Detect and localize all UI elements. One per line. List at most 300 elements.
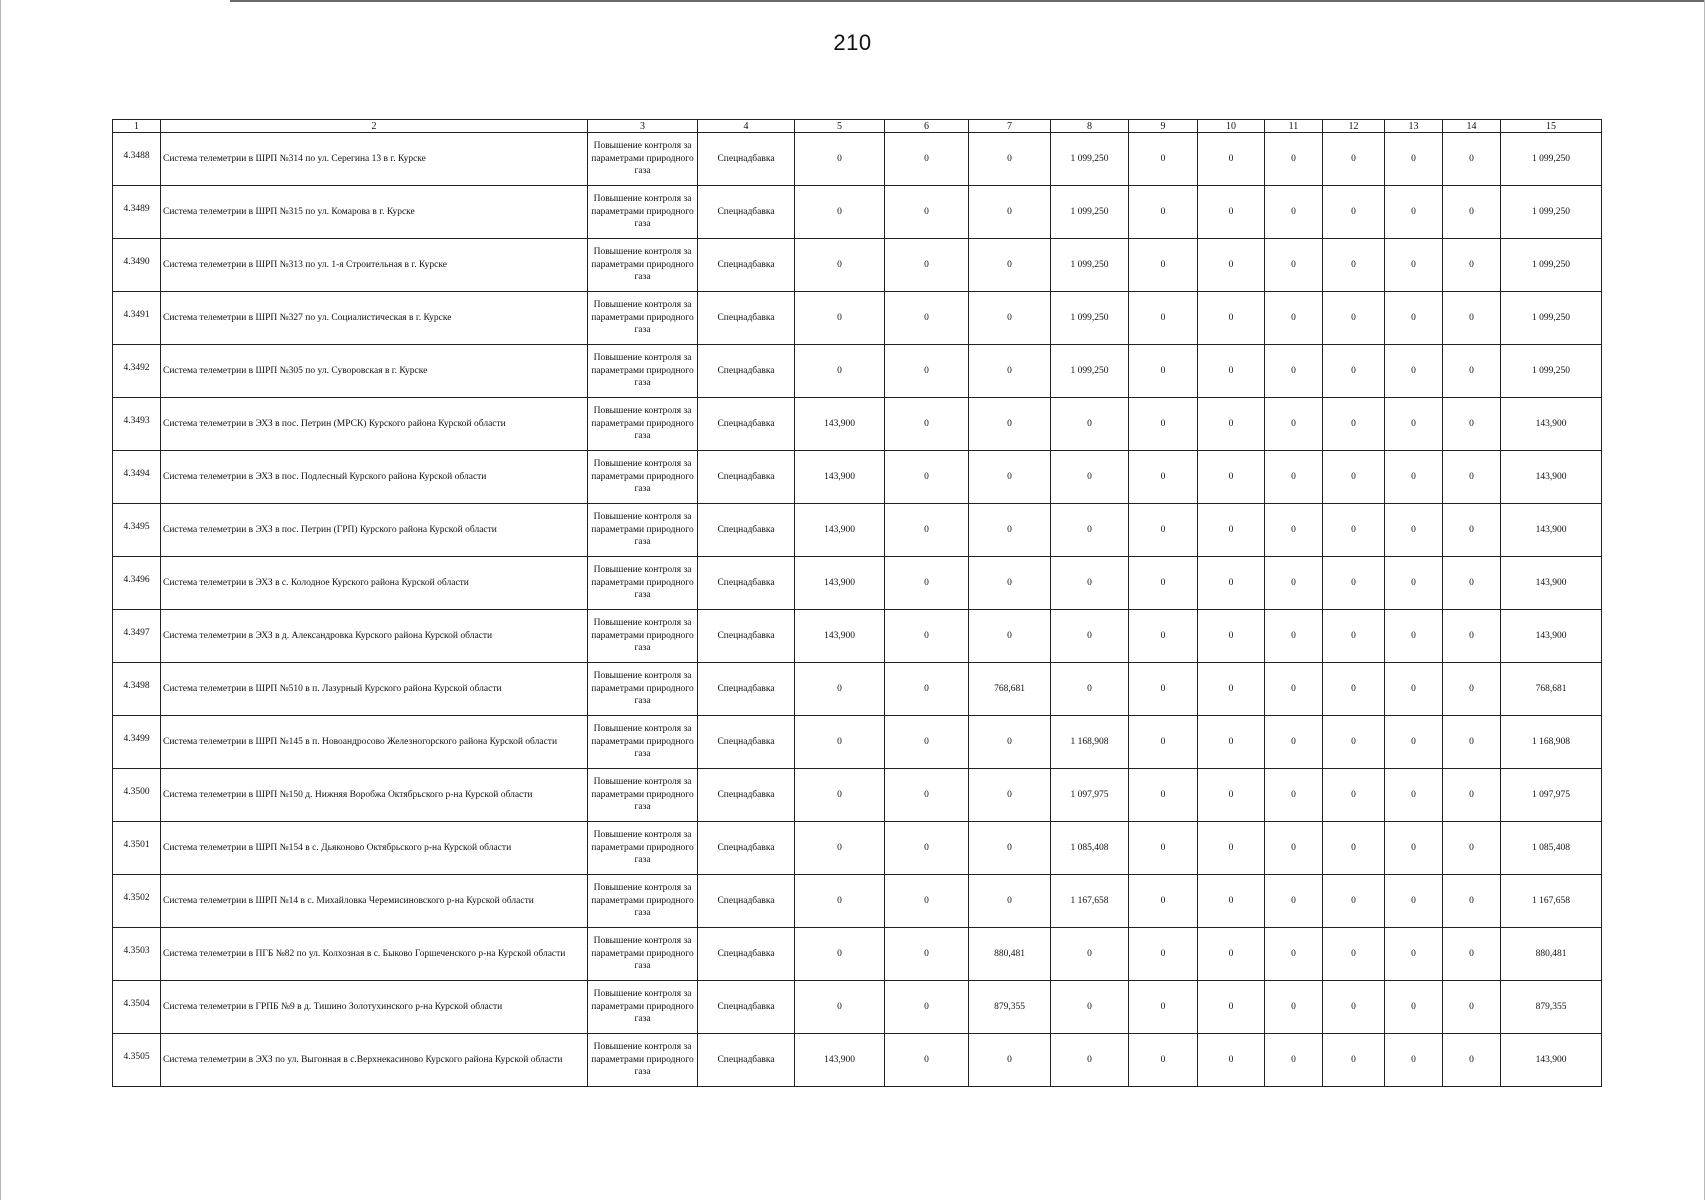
value-cell-9: 0 bbox=[1129, 716, 1198, 769]
value-cell-11: 0 bbox=[1265, 239, 1323, 292]
value-cell-13: 0 bbox=[1385, 663, 1443, 716]
value-cell-13: 0 bbox=[1385, 557, 1443, 610]
value-cell-11: 0 bbox=[1265, 398, 1323, 451]
value-cell-5: 0 bbox=[795, 769, 885, 822]
value-cell-5: 143,900 bbox=[795, 557, 885, 610]
object-name-cell: Система телеметрии в ЭХЗ по ул. Выгонная в с.Верхнекасиново Курского района Курской области bbox=[161, 1034, 588, 1087]
funding-source-cell: Спецнадбавка bbox=[698, 822, 795, 875]
column-header-7: 7 bbox=[969, 120, 1051, 133]
value-cell-12: 0 bbox=[1323, 769, 1385, 822]
purpose-cell: Повышение контроля за параметрами природного газа bbox=[588, 716, 698, 769]
value-cell-14: 0 bbox=[1443, 981, 1501, 1034]
value-cell-8: 1 085,408 bbox=[1051, 822, 1129, 875]
funding-source-cell: Спецнадбавка bbox=[698, 610, 795, 663]
table-row bbox=[113, 716, 1602, 769]
funding-source-cell: Спецнадбавка bbox=[698, 133, 795, 186]
purpose-cell: Повышение контроля за параметрами природного газа bbox=[588, 928, 698, 981]
value-cell-6: 0 bbox=[885, 239, 969, 292]
value-cell-6: 0 bbox=[885, 875, 969, 928]
value-cell-6: 0 bbox=[885, 822, 969, 875]
table-row bbox=[113, 398, 1602, 451]
value-cell-13: 0 bbox=[1385, 822, 1443, 875]
total-cell: 143,900 bbox=[1501, 610, 1602, 663]
total-cell: 1 099,250 bbox=[1501, 133, 1602, 186]
value-cell-7: 0 bbox=[969, 398, 1051, 451]
value-cell-12: 0 bbox=[1323, 663, 1385, 716]
total-cell: 1 167,658 bbox=[1501, 875, 1602, 928]
purpose-cell: Повышение контроля за параметрами природного газа bbox=[588, 239, 698, 292]
purpose-cell: Повышение контроля за параметрами природного газа bbox=[588, 186, 698, 239]
column-header-14: 14 bbox=[1443, 120, 1501, 133]
table-row bbox=[113, 186, 1602, 239]
value-cell-5: 0 bbox=[795, 716, 885, 769]
table-row bbox=[113, 133, 1602, 186]
table-row bbox=[113, 504, 1602, 557]
value-cell-7: 768,681 bbox=[969, 663, 1051, 716]
value-cell-14: 0 bbox=[1443, 398, 1501, 451]
total-cell: 1 099,250 bbox=[1501, 239, 1602, 292]
value-cell-14: 0 bbox=[1443, 928, 1501, 981]
value-cell-9: 0 bbox=[1129, 981, 1198, 1034]
row-number-cell: 4.3488 bbox=[113, 133, 161, 186]
value-cell-9: 0 bbox=[1129, 557, 1198, 610]
value-cell-9: 0 bbox=[1129, 875, 1198, 928]
row-number-cell: 4.3496 bbox=[113, 557, 161, 610]
row-number-cell: 4.3501 bbox=[113, 822, 161, 875]
value-cell-11: 0 bbox=[1265, 345, 1323, 398]
value-cell-5: 143,900 bbox=[795, 398, 885, 451]
object-name-cell: Система телеметрии в ШРП №315 по ул. Комарова в г. Курске bbox=[161, 186, 588, 239]
value-cell-6: 0 bbox=[885, 928, 969, 981]
value-cell-9: 0 bbox=[1129, 186, 1198, 239]
funding-source-cell: Спецнадбавка bbox=[698, 663, 795, 716]
funding-source-cell: Спецнадбавка bbox=[698, 292, 795, 345]
value-cell-13: 0 bbox=[1385, 292, 1443, 345]
value-cell-5: 143,900 bbox=[795, 610, 885, 663]
total-cell: 1 099,250 bbox=[1501, 345, 1602, 398]
value-cell-6: 0 bbox=[885, 769, 969, 822]
value-cell-14: 0 bbox=[1443, 186, 1501, 239]
value-cell-14: 0 bbox=[1443, 292, 1501, 345]
object-name-cell: Система телеметрии в ШРП №154 в с. Дьяконово Октябрьского р-на Курской области bbox=[161, 822, 588, 875]
value-cell-10: 0 bbox=[1198, 239, 1265, 292]
value-cell-5: 143,900 bbox=[795, 1034, 885, 1087]
value-cell-8: 0 bbox=[1051, 504, 1129, 557]
value-cell-13: 0 bbox=[1385, 928, 1443, 981]
table-row bbox=[113, 451, 1602, 504]
value-cell-8: 1 099,250 bbox=[1051, 133, 1129, 186]
value-cell-7: 0 bbox=[969, 769, 1051, 822]
row-number-cell: 4.3504 bbox=[113, 981, 161, 1034]
value-cell-9: 0 bbox=[1129, 504, 1198, 557]
funding-source-cell: Спецнадбавка bbox=[698, 928, 795, 981]
value-cell-9: 0 bbox=[1129, 1034, 1198, 1087]
value-cell-10: 0 bbox=[1198, 928, 1265, 981]
value-cell-5: 0 bbox=[795, 133, 885, 186]
value-cell-14: 0 bbox=[1443, 451, 1501, 504]
value-cell-12: 0 bbox=[1323, 981, 1385, 1034]
value-cell-11: 0 bbox=[1265, 451, 1323, 504]
value-cell-7: 0 bbox=[969, 133, 1051, 186]
funding-source-cell: Спецнадбавка bbox=[698, 345, 795, 398]
value-cell-11: 0 bbox=[1265, 1034, 1323, 1087]
funding-source-cell: Спецнадбавка bbox=[698, 1034, 795, 1087]
table-row bbox=[113, 769, 1602, 822]
value-cell-12: 0 bbox=[1323, 133, 1385, 186]
value-cell-12: 0 bbox=[1323, 928, 1385, 981]
value-cell-10: 0 bbox=[1198, 398, 1265, 451]
row-number-cell: 4.3492 bbox=[113, 345, 161, 398]
purpose-cell: Повышение контроля за параметрами природного газа bbox=[588, 981, 698, 1034]
value-cell-5: 0 bbox=[795, 292, 885, 345]
table-body bbox=[113, 133, 1602, 1087]
value-cell-10: 0 bbox=[1198, 981, 1265, 1034]
object-name-cell: Система телеметрии в ШРП №305 по ул. Суворовская в г. Курске bbox=[161, 345, 588, 398]
total-cell: 143,900 bbox=[1501, 398, 1602, 451]
funding-source-cell: Спецнадбавка bbox=[698, 981, 795, 1034]
value-cell-14: 0 bbox=[1443, 557, 1501, 610]
value-cell-8: 0 bbox=[1051, 610, 1129, 663]
table-row bbox=[113, 928, 1602, 981]
table-row bbox=[113, 1034, 1602, 1087]
value-cell-13: 0 bbox=[1385, 451, 1443, 504]
purpose-cell: Повышение контроля за параметрами природного газа bbox=[588, 769, 698, 822]
row-number-cell: 4.3489 bbox=[113, 186, 161, 239]
value-cell-8: 0 bbox=[1051, 451, 1129, 504]
funding-source-cell: Спецнадбавка bbox=[698, 557, 795, 610]
total-cell: 1 168,908 bbox=[1501, 716, 1602, 769]
table-row bbox=[113, 345, 1602, 398]
row-number-cell: 4.3490 bbox=[113, 239, 161, 292]
value-cell-5: 0 bbox=[795, 875, 885, 928]
table-row bbox=[113, 822, 1602, 875]
purpose-cell: Повышение контроля за параметрами природного газа bbox=[588, 398, 698, 451]
value-cell-10: 0 bbox=[1198, 345, 1265, 398]
value-cell-6: 0 bbox=[885, 133, 969, 186]
value-cell-12: 0 bbox=[1323, 557, 1385, 610]
purpose-cell: Повышение контроля за параметрами природного газа bbox=[588, 663, 698, 716]
funding-source-cell: Спецнадбавка bbox=[698, 398, 795, 451]
value-cell-8: 0 bbox=[1051, 1034, 1129, 1087]
object-name-cell: Система телеметрии в ЭХЗ в пос. Петрин (ГРП) Курского района Курской области bbox=[161, 504, 588, 557]
value-cell-8: 0 bbox=[1051, 981, 1129, 1034]
object-name-cell: Система телеметрии в ШРП №145 в п. Новоандросово Железногорского района Курской области bbox=[161, 716, 588, 769]
scan-top-edge bbox=[230, 0, 1705, 2]
value-cell-7: 0 bbox=[969, 186, 1051, 239]
value-cell-14: 0 bbox=[1443, 610, 1501, 663]
table-row bbox=[113, 663, 1602, 716]
row-number-cell: 4.3499 bbox=[113, 716, 161, 769]
value-cell-11: 0 bbox=[1265, 875, 1323, 928]
value-cell-5: 143,900 bbox=[795, 504, 885, 557]
value-cell-7: 0 bbox=[969, 292, 1051, 345]
funding-source-cell: Спецнадбавка bbox=[698, 769, 795, 822]
purpose-cell: Повышение контроля за параметрами природного газа bbox=[588, 610, 698, 663]
column-header-13: 13 bbox=[1385, 120, 1443, 133]
object-name-cell: Система телеметрии в ШРП №510 в п. Лазурный Курского района Курской области bbox=[161, 663, 588, 716]
value-cell-10: 0 bbox=[1198, 451, 1265, 504]
column-header-12: 12 bbox=[1323, 120, 1385, 133]
value-cell-8: 1 099,250 bbox=[1051, 186, 1129, 239]
value-cell-14: 0 bbox=[1443, 875, 1501, 928]
total-cell: 879,355 bbox=[1501, 981, 1602, 1034]
value-cell-7: 0 bbox=[969, 822, 1051, 875]
column-header-11: 11 bbox=[1265, 120, 1323, 133]
value-cell-14: 0 bbox=[1443, 345, 1501, 398]
value-cell-7: 0 bbox=[969, 345, 1051, 398]
value-cell-10: 0 bbox=[1198, 186, 1265, 239]
value-cell-7: 0 bbox=[969, 1034, 1051, 1087]
purpose-cell: Повышение контроля за параметрами природного газа bbox=[588, 875, 698, 928]
value-cell-5: 143,900 bbox=[795, 451, 885, 504]
value-cell-10: 0 bbox=[1198, 822, 1265, 875]
column-header-1: 1 bbox=[113, 120, 161, 133]
value-cell-11: 0 bbox=[1265, 610, 1323, 663]
column-header-4: 4 bbox=[698, 120, 795, 133]
value-cell-10: 0 bbox=[1198, 504, 1265, 557]
value-cell-12: 0 bbox=[1323, 875, 1385, 928]
row-number-cell: 4.3497 bbox=[113, 610, 161, 663]
object-name-cell: Система телеметрии в ШРП №313 по ул. 1-я Строительная в г. Курске bbox=[161, 239, 588, 292]
column-header-5: 5 bbox=[795, 120, 885, 133]
column-header-3: 3 bbox=[588, 120, 698, 133]
value-cell-7: 880,481 bbox=[969, 928, 1051, 981]
header-row bbox=[113, 120, 1602, 133]
object-name-cell: Система телеметрии в ШРП №327 по ул. Социалистическая в г. Курске bbox=[161, 292, 588, 345]
table-row bbox=[113, 557, 1602, 610]
value-cell-6: 0 bbox=[885, 345, 969, 398]
value-cell-10: 0 bbox=[1198, 557, 1265, 610]
value-cell-13: 0 bbox=[1385, 239, 1443, 292]
object-name-cell: Система телеметрии в ГРПБ №9 в д. Тишино Золотухинского р-на Курской области bbox=[161, 981, 588, 1034]
value-cell-8: 1 099,250 bbox=[1051, 239, 1129, 292]
total-cell: 1 085,408 bbox=[1501, 822, 1602, 875]
value-cell-8: 0 bbox=[1051, 663, 1129, 716]
purpose-cell: Повышение контроля за параметрами природного газа bbox=[588, 292, 698, 345]
value-cell-12: 0 bbox=[1323, 610, 1385, 663]
total-cell: 1 097,975 bbox=[1501, 769, 1602, 822]
value-cell-12: 0 bbox=[1323, 186, 1385, 239]
value-cell-6: 0 bbox=[885, 504, 969, 557]
object-name-cell: Система телеметрии в ЭХЗ в с. Колодное Курского района Курской области bbox=[161, 557, 588, 610]
value-cell-10: 0 bbox=[1198, 716, 1265, 769]
value-cell-9: 0 bbox=[1129, 928, 1198, 981]
value-cell-11: 0 bbox=[1265, 928, 1323, 981]
value-cell-11: 0 bbox=[1265, 504, 1323, 557]
row-number-cell: 4.3493 bbox=[113, 398, 161, 451]
value-cell-9: 0 bbox=[1129, 345, 1198, 398]
column-header-15: 15 bbox=[1501, 120, 1602, 133]
funding-source-cell: Спецнадбавка bbox=[698, 239, 795, 292]
value-cell-11: 0 bbox=[1265, 292, 1323, 345]
value-cell-5: 0 bbox=[795, 822, 885, 875]
object-name-cell: Система телеметрии в ЭХЗ в пос. Подлесный Курского района Курской области bbox=[161, 451, 588, 504]
value-cell-13: 0 bbox=[1385, 610, 1443, 663]
column-header-9: 9 bbox=[1129, 120, 1198, 133]
value-cell-10: 0 bbox=[1198, 1034, 1265, 1087]
purpose-cell: Повышение контроля за параметрами природного газа bbox=[588, 504, 698, 557]
value-cell-10: 0 bbox=[1198, 133, 1265, 186]
column-header-2: 2 bbox=[161, 120, 588, 133]
value-cell-13: 0 bbox=[1385, 186, 1443, 239]
funding-source-cell: Спецнадбавка bbox=[698, 504, 795, 557]
value-cell-11: 0 bbox=[1265, 133, 1323, 186]
value-cell-14: 0 bbox=[1443, 133, 1501, 186]
value-cell-6: 0 bbox=[885, 610, 969, 663]
value-cell-9: 0 bbox=[1129, 610, 1198, 663]
object-name-cell: Система телеметрии в ШРП №150 д. Нижняя Воробжа Октябрьского р-на Курской области bbox=[161, 769, 588, 822]
value-cell-10: 0 bbox=[1198, 610, 1265, 663]
investment-table-container bbox=[112, 119, 1600, 1087]
value-cell-11: 0 bbox=[1265, 186, 1323, 239]
value-cell-12: 0 bbox=[1323, 239, 1385, 292]
value-cell-5: 0 bbox=[795, 981, 885, 1034]
object-name-cell: Система телеметрии в ПГБ №82 по ул. Колхозная в с. Быково Горшеченского р-на Курской области bbox=[161, 928, 588, 981]
value-cell-6: 0 bbox=[885, 451, 969, 504]
value-cell-8: 1 168,908 bbox=[1051, 716, 1129, 769]
value-cell-11: 0 bbox=[1265, 981, 1323, 1034]
value-cell-6: 0 bbox=[885, 716, 969, 769]
column-header-6: 6 bbox=[885, 120, 969, 133]
value-cell-12: 0 bbox=[1323, 1034, 1385, 1087]
value-cell-7: 0 bbox=[969, 557, 1051, 610]
investment-table bbox=[112, 119, 1602, 1087]
value-cell-12: 0 bbox=[1323, 822, 1385, 875]
value-cell-7: 879,355 bbox=[969, 981, 1051, 1034]
table-row bbox=[113, 981, 1602, 1034]
table-row bbox=[113, 292, 1602, 345]
value-cell-8: 1 099,250 bbox=[1051, 292, 1129, 345]
total-cell: 143,900 bbox=[1501, 557, 1602, 610]
row-number-cell: 4.3503 bbox=[113, 928, 161, 981]
object-name-cell: Система телеметрии в ШРП №314 по ул. Серегина 13 в г. Курске bbox=[161, 133, 588, 186]
value-cell-13: 0 bbox=[1385, 133, 1443, 186]
value-cell-7: 0 bbox=[969, 239, 1051, 292]
value-cell-13: 0 bbox=[1385, 875, 1443, 928]
table-header bbox=[113, 120, 1602, 133]
total-cell: 768,681 bbox=[1501, 663, 1602, 716]
column-header-10: 10 bbox=[1198, 120, 1265, 133]
value-cell-9: 0 bbox=[1129, 769, 1198, 822]
value-cell-12: 0 bbox=[1323, 451, 1385, 504]
value-cell-5: 0 bbox=[795, 186, 885, 239]
value-cell-8: 0 bbox=[1051, 557, 1129, 610]
purpose-cell: Повышение контроля за параметрами природного газа bbox=[588, 345, 698, 398]
value-cell-14: 0 bbox=[1443, 663, 1501, 716]
value-cell-11: 0 bbox=[1265, 557, 1323, 610]
row-number-cell: 4.3500 bbox=[113, 769, 161, 822]
value-cell-8: 0 bbox=[1051, 398, 1129, 451]
total-cell: 143,900 bbox=[1501, 504, 1602, 557]
value-cell-9: 0 bbox=[1129, 292, 1198, 345]
object-name-cell: Система телеметрии в ЭХЗ в пос. Петрин (МРСК) Курского района Курской области bbox=[161, 398, 588, 451]
page-number: 210 bbox=[833, 30, 872, 55]
value-cell-8: 1 097,975 bbox=[1051, 769, 1129, 822]
row-number-cell: 4.3502 bbox=[113, 875, 161, 928]
value-cell-13: 0 bbox=[1385, 769, 1443, 822]
value-cell-7: 0 bbox=[969, 610, 1051, 663]
value-cell-6: 0 bbox=[885, 292, 969, 345]
object-name-cell: Система телеметрии в ЭХЗ в д. Александровка Курского района Курской области bbox=[161, 610, 588, 663]
value-cell-13: 0 bbox=[1385, 398, 1443, 451]
value-cell-14: 0 bbox=[1443, 1034, 1501, 1087]
value-cell-6: 0 bbox=[885, 186, 969, 239]
value-cell-12: 0 bbox=[1323, 345, 1385, 398]
value-cell-8: 1 167,658 bbox=[1051, 875, 1129, 928]
value-cell-9: 0 bbox=[1129, 133, 1198, 186]
value-cell-13: 0 bbox=[1385, 981, 1443, 1034]
row-number-cell: 4.3495 bbox=[113, 504, 161, 557]
purpose-cell: Повышение контроля за параметрами природного газа bbox=[588, 133, 698, 186]
value-cell-7: 0 bbox=[969, 504, 1051, 557]
funding-source-cell: Спецнадбавка bbox=[698, 186, 795, 239]
row-number-cell: 4.3491 bbox=[113, 292, 161, 345]
value-cell-13: 0 bbox=[1385, 1034, 1443, 1087]
value-cell-10: 0 bbox=[1198, 663, 1265, 716]
value-cell-9: 0 bbox=[1129, 822, 1198, 875]
value-cell-6: 0 bbox=[885, 557, 969, 610]
column-header-8: 8 bbox=[1051, 120, 1129, 133]
value-cell-9: 0 bbox=[1129, 663, 1198, 716]
value-cell-12: 0 bbox=[1323, 398, 1385, 451]
value-cell-5: 0 bbox=[795, 239, 885, 292]
table-row bbox=[113, 239, 1602, 292]
row-number-cell: 4.3494 bbox=[113, 451, 161, 504]
value-cell-8: 0 bbox=[1051, 928, 1129, 981]
value-cell-12: 0 bbox=[1323, 716, 1385, 769]
value-cell-9: 0 bbox=[1129, 239, 1198, 292]
value-cell-6: 0 bbox=[885, 981, 969, 1034]
value-cell-14: 0 bbox=[1443, 769, 1501, 822]
funding-source-cell: Спецнадбавка bbox=[698, 875, 795, 928]
value-cell-5: 0 bbox=[795, 345, 885, 398]
value-cell-8: 1 099,250 bbox=[1051, 345, 1129, 398]
value-cell-11: 0 bbox=[1265, 716, 1323, 769]
value-cell-10: 0 bbox=[1198, 875, 1265, 928]
total-cell: 143,900 bbox=[1501, 1034, 1602, 1087]
total-cell: 1 099,250 bbox=[1501, 186, 1602, 239]
table-row bbox=[113, 875, 1602, 928]
value-cell-12: 0 bbox=[1323, 504, 1385, 557]
value-cell-6: 0 bbox=[885, 1034, 969, 1087]
scan-left-edge bbox=[0, 0, 1, 1200]
purpose-cell: Повышение контроля за параметрами природного газа bbox=[588, 1034, 698, 1087]
value-cell-13: 0 bbox=[1385, 504, 1443, 557]
value-cell-5: 0 bbox=[795, 928, 885, 981]
value-cell-9: 0 bbox=[1129, 451, 1198, 504]
value-cell-11: 0 bbox=[1265, 769, 1323, 822]
value-cell-7: 0 bbox=[969, 451, 1051, 504]
total-cell: 880,481 bbox=[1501, 928, 1602, 981]
purpose-cell: Повышение контроля за параметрами природного газа bbox=[588, 822, 698, 875]
value-cell-6: 0 bbox=[885, 663, 969, 716]
value-cell-6: 0 bbox=[885, 398, 969, 451]
funding-source-cell: Спецнадбавка bbox=[698, 451, 795, 504]
total-cell: 1 099,250 bbox=[1501, 292, 1602, 345]
purpose-cell: Повышение контроля за параметрами природного газа bbox=[588, 557, 698, 610]
funding-source-cell: Спецнадбавка bbox=[698, 716, 795, 769]
value-cell-10: 0 bbox=[1198, 292, 1265, 345]
total-cell: 143,900 bbox=[1501, 451, 1602, 504]
purpose-cell: Повышение контроля за параметрами природного газа bbox=[588, 451, 698, 504]
row-number-cell: 4.3505 bbox=[113, 1034, 161, 1087]
value-cell-12: 0 bbox=[1323, 292, 1385, 345]
value-cell-11: 0 bbox=[1265, 822, 1323, 875]
value-cell-13: 0 bbox=[1385, 716, 1443, 769]
value-cell-7: 0 bbox=[969, 875, 1051, 928]
value-cell-9: 0 bbox=[1129, 398, 1198, 451]
value-cell-10: 0 bbox=[1198, 769, 1265, 822]
